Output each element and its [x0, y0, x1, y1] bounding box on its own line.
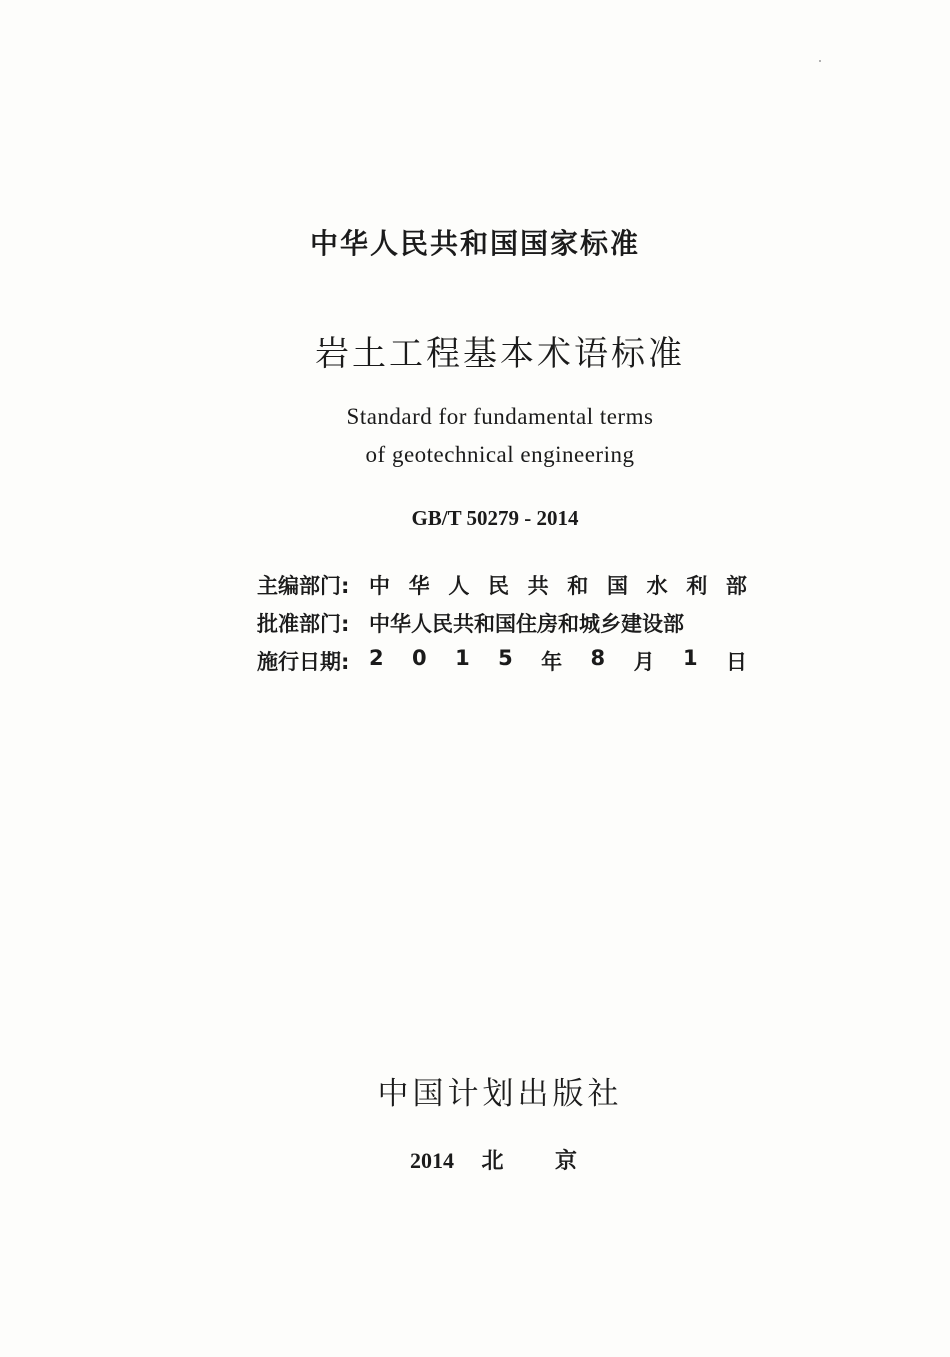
chief-editor-char: 利: [686, 574, 708, 598]
chinese-title: 岩土工程基本术语标准: [315, 334, 685, 374]
publication-line: [410, 1144, 577, 1175]
chief-editor-char: 水: [646, 574, 668, 598]
chief-editor-char: 部: [725, 574, 747, 598]
chief-editor-row: [257, 566, 747, 604]
approval-label: 批准部门:: [257, 612, 350, 636]
publication-city-char: 北: [481, 1149, 504, 1174]
effective-date-char: 5: [498, 646, 513, 670]
effective-date-char: 8: [590, 646, 606, 670]
effective-date-char: 年: [541, 650, 563, 674]
publisher-name: 中国计划出版社: [377, 1076, 623, 1112]
chief-editor-char: 共: [527, 574, 549, 598]
chief-editor-char: 国: [606, 574, 628, 598]
english-title-line-1: Standard for fundamental terms: [346, 404, 654, 429]
scan-speck: [819, 60, 821, 62]
chief-editor-char: 人: [448, 574, 470, 598]
effective-date-char: 1: [682, 646, 698, 670]
approval-value: 中华人民共和国住房和城乡建设部: [369, 612, 684, 636]
effective-date-value: [369, 646, 747, 676]
chief-editor-char: 中: [369, 574, 390, 598]
effective-date-char: 日: [726, 650, 747, 674]
approval-row: [257, 604, 747, 642]
effective-date-label: 施行日期:: [257, 650, 350, 674]
chief-editor-label: 主编部门:: [257, 574, 350, 598]
chief-editor-value: [369, 570, 747, 600]
chief-editor-char: 民: [487, 574, 509, 598]
effective-date-char: 1: [455, 646, 470, 670]
metadata-block: [257, 566, 747, 680]
effective-date-char: 2: [369, 646, 384, 670]
chief-editor-char: 华: [408, 574, 430, 598]
chief-editor-char: 和: [567, 574, 589, 598]
standard-code: GB/T 50279 - 2014: [411, 506, 579, 530]
publication-city-char: 京: [555, 1149, 578, 1174]
publication-year: 2014: [410, 1148, 454, 1173]
english-title: [0, 398, 950, 474]
english-title-line-2: of geotechnical engineering: [365, 442, 635, 467]
national-standard-heading: 中华人民共和国国家标准: [309, 227, 640, 260]
effective-date-row: [257, 642, 747, 680]
effective-date-char: 0: [412, 646, 427, 670]
effective-date-char: 月: [633, 650, 655, 674]
